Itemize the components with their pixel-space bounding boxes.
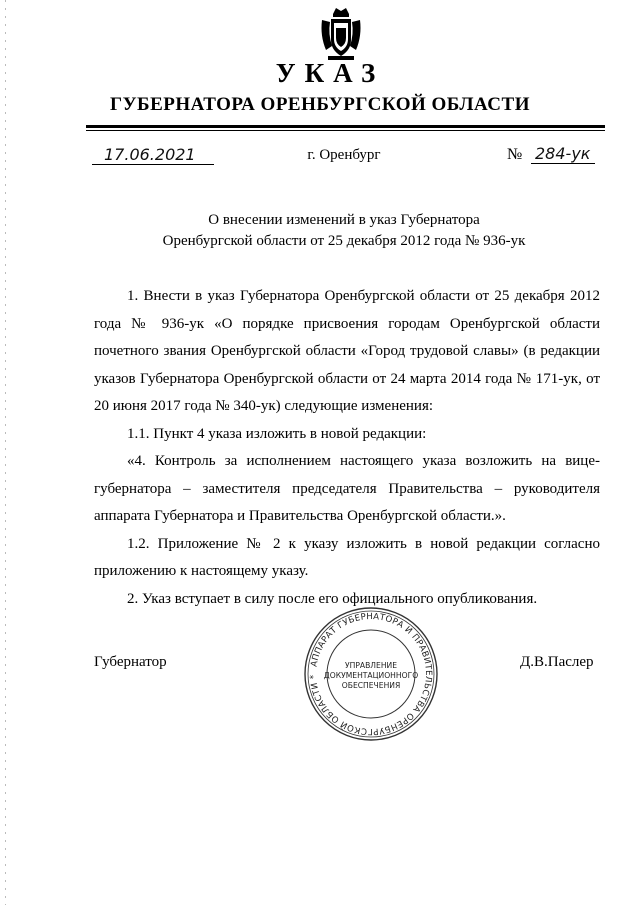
header-rule-thin [86,130,605,131]
document-title: УКАЗ [275,58,385,88]
paragraph-1-1-text: «4. Контроль за исполнением настоящего указа возложить на вице-губернатора – заместителя председателя Правительства – руководителя аппарата Губернатора и Правительства Оренбургской области.». [94,453,600,524]
decree-date: 17.06.2021 [92,145,214,165]
signer-role: Губернатор [94,654,167,670]
paragraph-1-2: 1.2. Приложение № 2 к указу изложить в новой редакции согласно приложению к настоящему указу. [94,535,600,579]
seal-center-line1: УПРАВЛЕНИЕ [344,661,398,670]
paragraph-2: 2. Указ вступает в силу после его официального опубликования. [127,590,538,607]
signer-name: Д.В.Паслер [520,654,594,670]
document-subtitle: ГУБЕРНАТОРА ОРЕНБУРГСКОЙ ОБЛАСТИ [110,94,530,115]
official-seal-stamp [303,606,439,742]
decree-city: г. Оренбург [307,147,381,163]
paragraph-1: 1. Внести в указ Губернатора Оренбургской области от 25 декабря 2012 года № 936-ук «О порядке присвоения городам Оренбургской области почетного звания Оренбургской области «Город трудовой славы» (в редакции указов Губернатора Оренбургской области от 24 марта 2014 года № 171-ук, от 20 июня 2017 года № 340-ук) следующие изменения: [94,288,600,414]
decree-body [94,283,600,613]
decree-number: 284-ук [531,144,595,164]
decree-heading [0,210,640,252]
decree-heading-line2: Оренбургской области от 25 декабря 2012 года № 936-ук [162,233,526,249]
decree-number-label: № [507,146,523,163]
coat-of-arms-icon [318,6,364,62]
header-rule-thick [86,125,605,128]
decree-heading-line1: О внесении изменений в указ Губернатора [208,212,480,228]
seal-center-line2: ДОКУМЕНТАЦИОННОГО [323,671,419,680]
seal-center-line3: ОБЕСПЕЧЕНИЯ [341,681,401,690]
seal-ring-text: АППАРАТ ГУБЕРНАТОРА И ПРАВИТЕЛЬСТВА ОРЕНБУРГСКОЙ ОБЛАСТИ * [308,611,434,737]
scan-margin-dots [5,0,6,905]
paragraph-1-1: 1.1. Пункт 4 указа изложить в новой редакции: [127,425,427,442]
